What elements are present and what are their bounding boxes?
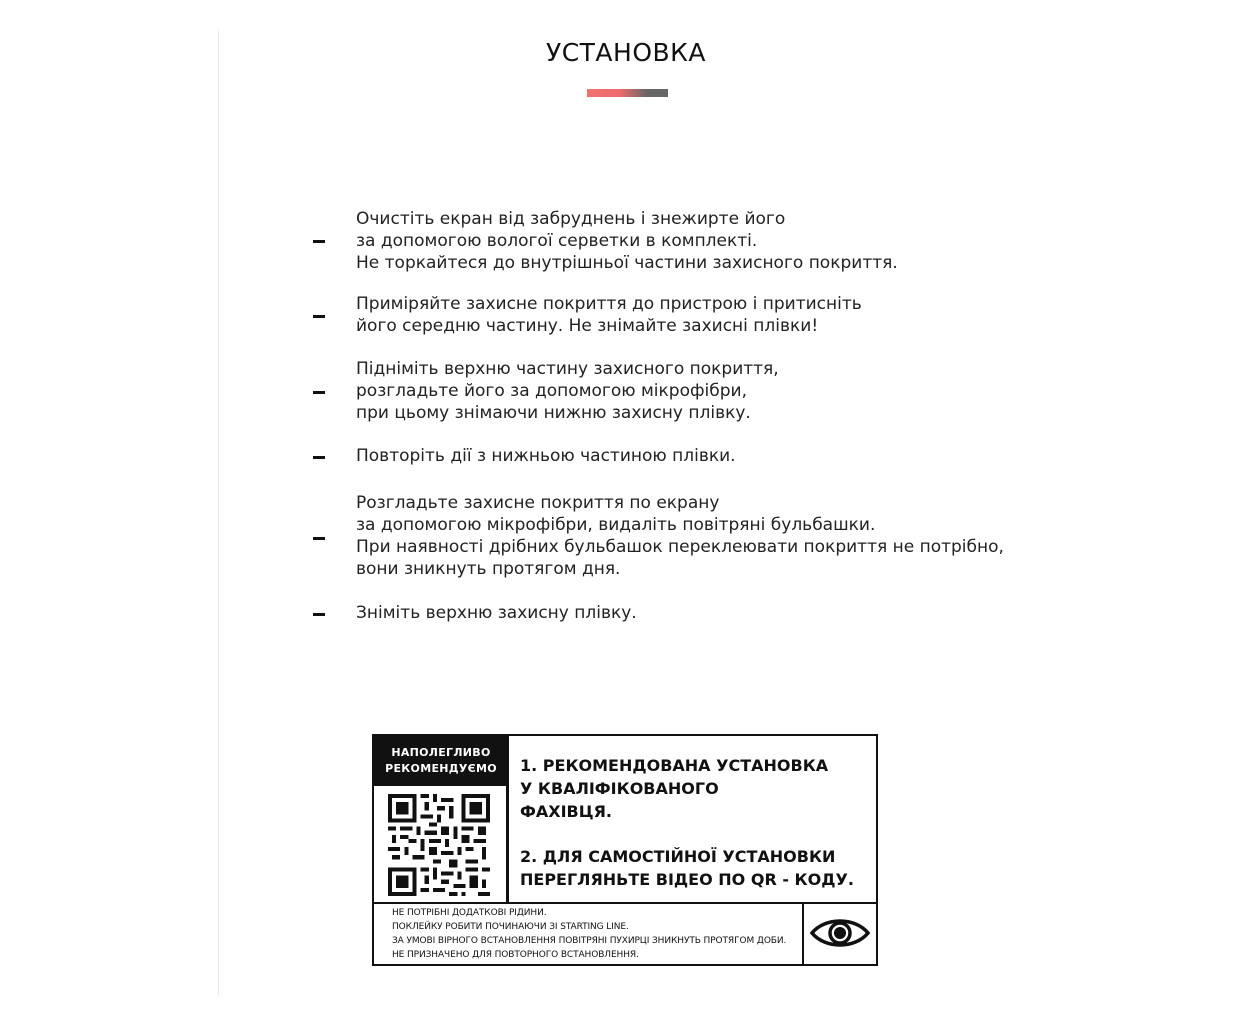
note-4: НЕ ПРИЗНАЧЕНО ДЛЯ ПОВТОРНОГО ВСТАНОВЛЕННЯ.: [392, 950, 639, 960]
label-top-section: [374, 736, 876, 904]
eye-cell: [802, 902, 876, 964]
rec-2-line-2: ПЕРЕГЛЯНЬТЕ ВІДЕО ПО QR - КОДУ.: [520, 870, 854, 889]
step-4-text: Повторіть дії з нижньою частиною плівки.: [356, 446, 736, 466]
qr-code[interactable]: [388, 794, 490, 896]
rec-gap: [520, 823, 870, 845]
label-notes: [392, 906, 802, 962]
step-6-text: Зніміть верхню захисну плівку.: [356, 603, 637, 623]
label-recommendations: [520, 754, 870, 891]
step-1-dash: [313, 240, 325, 243]
note-3: ЗА УМОВІ ВІРНОГО ВСТАНОВЛЕННЯ ПОВІТРЯНІ ПУХИРЦІ ЗНИКНУТЬ ПРОТЯГОМ ДОБИ.: [392, 936, 787, 946]
page-title: УСТАНОВКА: [545, 38, 707, 67]
step-5-text: Розгладьте захисне покриття по екрану за допомогою мікрофібри, видаліть повітряні бульбашки. При наявності дрібних бульбашок переклеювати покриття не потрібно, вони зникнуть протягом дня.: [356, 493, 1004, 579]
title-underline: [587, 89, 668, 97]
step-1-text: Очистіть екран від забруднень і знежирте його за допомогою вологої серветки в комплекті. Не торкайтеся до внутрішньої частини захисного покриття.: [356, 209, 898, 273]
step-3-text: Підніміть верхню частину захисного покриття, розгладьте його за допомогою мікрофібри, при цьому знімаючи нижню захисну плівку.: [356, 359, 779, 423]
step-5-dash: [313, 537, 325, 540]
installation-label: [372, 734, 878, 966]
note-2: ПОКЛЕЙКУ РОБИТИ ПОЧИНАЮЧИ ЗІ STARTING LINE.: [392, 922, 629, 932]
step-4-dash: [313, 456, 325, 459]
step-2-dash: [313, 315, 325, 318]
rec-1-line-3: ФАХІВЦЯ.: [520, 802, 612, 821]
rec-2-line-1: 2. ДЛЯ САМОСТІЙНОЇ УСТАНОВКИ: [520, 847, 836, 866]
badge-line-2: РЕКОМЕНДУЄМО: [385, 762, 497, 775]
qr-divider: [507, 736, 509, 902]
label-bottom-section: [374, 902, 876, 964]
step-3-dash: [313, 391, 325, 394]
note-1: НЕ ПОТРІБНІ ДОДАТКОВІ РІДИНИ.: [392, 908, 547, 918]
rec-1-line-1: 1. РЕКОМЕНДОВАНА УСТАНОВКА: [520, 756, 829, 775]
step-6-dash: [313, 613, 325, 616]
badge-line-1: НАПОЛЕГЛИВО: [391, 746, 491, 759]
eye-icon: [809, 915, 871, 951]
qr-cell: [374, 786, 508, 902]
recommend-badge: [374, 736, 508, 786]
step-2-text: Приміряйте захисне покриття до пристрою і притисніть його середню частину. Не знімайте захисні плівки!: [356, 294, 862, 336]
left-divider: [218, 30, 219, 996]
rec-1-line-2: У КВАЛІФІКОВАНОГО: [520, 779, 719, 798]
